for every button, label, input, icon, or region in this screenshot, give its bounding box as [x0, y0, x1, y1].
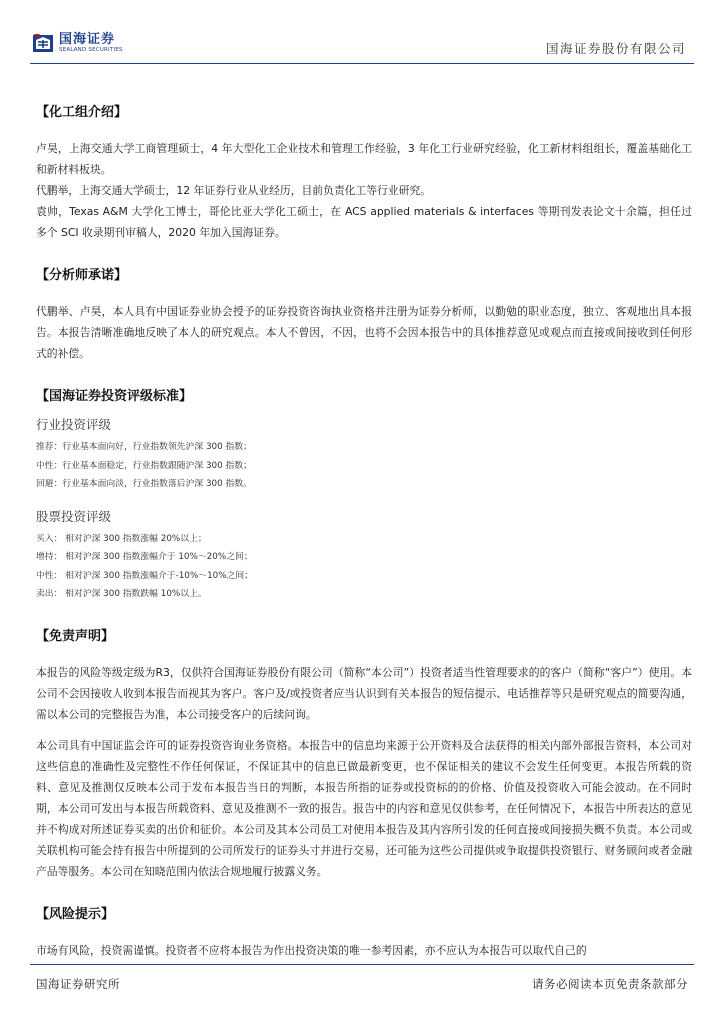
team-section: [36, 98, 692, 243]
header-divider: [30, 63, 694, 64]
stock-rating-item: 买入： 相对沪深 300 指数涨幅 20%以上；: [36, 533, 207, 544]
section-title-rating: 【国海证券投资评级标准】: [36, 389, 193, 404]
industry-rating-item: 回避：行业基本面向淡，行业指数落后沪深 300 指数。: [36, 479, 252, 489]
risk-text: 市场有风险，投资需谨慎。投资者不应将本报告为作出投资决策的唯一参考因素，亦不应认为本报告可以取代自己的: [36, 943, 587, 957]
commitment-section: [36, 261, 692, 364]
disclaimer-paragraph: 本公司具有中国证监会许可的证券投资咨询业务资格。本报告中的信息均来源于公开资料及合法获得的相关内部外部报告资料，本公司对这些信息的准确性及完整性不作任何保证，不保证其中的信息已做最新变更，也不保证相关的建议不会发生任何变更。本报告所载的资料、意见及推测仅反映本公司于发布本报告当日的判断，本报告所指的证券或投资标的的价格、价值及投资收入可能会波动。在不同时期，本公司可发出与本报告所载资料、意见及推测不一致的报告。报告中的内容和意见仅供参考，在任何情况下，本报告中所表达的意见并不构成对所述证券买卖的出价和征价。本公司及其本公司员工对使用本报告及其内容所引发的任何直接或间接损失概不负责。本公司或关联机构可能会持有报告中所提到的公司所发行的证券头寸并进行交易，还可能为这些公司提供或争取提供投资银行、财务顾问或者金融产品等服务。本公司在知晓范围内依法合规地履行披露义务。: [36, 738, 692, 878]
footer-divider: [30, 964, 694, 965]
section-title-commitment: 【分析师承诺】: [36, 268, 128, 283]
disclaimer-paragraph: 本报告的风险等级定级为R3，仅供符合国海证券股份有限公司（简称“本公司”）投资者适当性管理要求的的客户（简称“客户”）使用。本公司不会因接收人收到本报告而视其为客户。客户及/或投资者应当认识到有关本报告的短信提示、电话推荐等只是研究观点的简要沟通，需以本公司的完整报告为准，本公司接受客户的后续问询。: [36, 665, 692, 721]
industry-rating-item: 中性：行业基本面稳定，行业指数跟随沪深 300 指数；: [36, 460, 252, 471]
section-title-risk: 【风险提示】: [36, 906, 115, 922]
rating-standard-section: [36, 382, 692, 604]
stock-rating-title: 股票投资评级: [36, 508, 112, 524]
commitment-text: 代鹏举、卢昊，本人具有中国证券业协会授予的证券投资咨询执业资格并注册为证券分析师，以勤勉的职业态度，独立、客观地出具本报告。本报告清晰准确地反映了本人的研究观点。本人不曾因，不因，也将不会因本报告中的具体推荐意见或观点而直接或间接收到任何形式的补偿。: [36, 305, 692, 360]
industry-rating-item: 推荐：行业基本面向好，行业指数领先沪深 300 指数；: [36, 442, 252, 452]
logo-name-en: SEALAND SECURITIES: [59, 46, 123, 53]
risk-section: [36, 900, 692, 961]
sealand-logo-icon: [32, 32, 54, 54]
report-body: [36, 98, 692, 961]
stock-rating-item: 卖出： 相对沪深 300 指数跌幅 10%以上。: [36, 589, 207, 599]
stock-rating-item: 中性： 相对沪深 300 指数涨幅介于-10%～10%之间；: [36, 570, 254, 581]
company-name: 国海证券股份有限公司: [545, 41, 686, 56]
disclaimer-section: [36, 622, 692, 882]
team-member-dai: 代鹏举，上海交通大学硕士，12 年证券行业从业经历，目前负责化工等行业研究。: [36, 184, 432, 197]
section-title-disclaimer: 【免责声明】: [36, 628, 115, 644]
section-title-team: 【化工组介绍】: [36, 105, 128, 120]
company-logo: [32, 30, 123, 56]
logo-name-cn: 国海证券: [59, 31, 116, 47]
industry-rating-title: 行业投资评级: [36, 417, 112, 432]
team-member-yuan: 袁帅，Texas A&M 大学化工博士，哥伦比亚大学化工硕士，在 ACS applied materials & interfaces 等期刊发表论文十余篇，担任过多个 SCI 收录期刊审稿人，2020 年加入国海证券。: [36, 205, 692, 239]
team-member-lu: 卢昊，上海交通大学工商管理硕士，4 年大型化工企业技术和管理工作经验，3 年化工行业研究经验，化工新材料组组长，覆盖基础化工和新材料板块。: [36, 142, 692, 176]
stock-rating-item: 增持： 相对沪深 300 指数涨幅介于 10%～20%之间；: [36, 552, 253, 562]
footer-institute: 国海证券研究所: [36, 977, 120, 991]
footer-disclaimer-note: 请务必阅读本页免责条款部分: [532, 977, 688, 991]
